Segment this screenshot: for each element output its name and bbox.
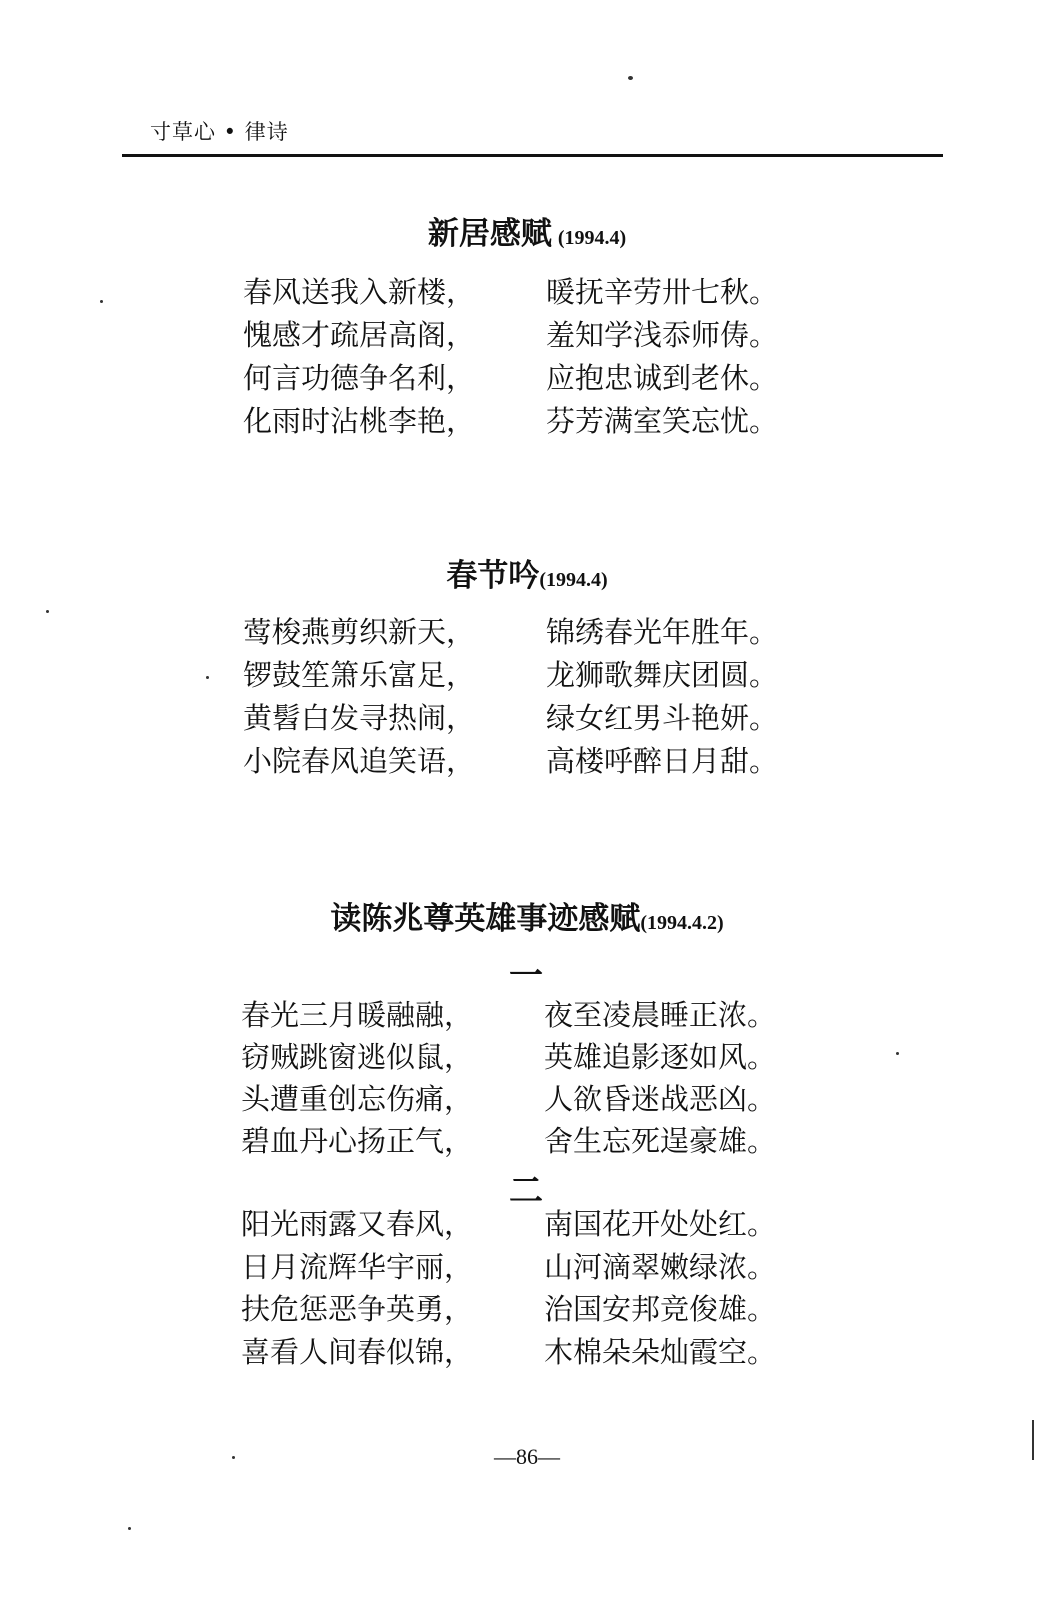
verse-right: 绿女红男斗艳妍。 — [546, 701, 779, 735]
verse-left: 锣鼓笙箫乐富足， — [243, 658, 476, 692]
verse-right: 夜至凌晨睡正浓。 — [544, 998, 777, 1032]
verse-left: 化雨时沾桃李艳， — [243, 404, 476, 438]
verse-left: 头遭重创忘伤痛， — [241, 1082, 474, 1116]
scan-speck — [232, 1456, 235, 1459]
verse-right: 木棉朵朵灿霞空。 — [544, 1335, 777, 1369]
scan-speck — [46, 610, 49, 613]
scan-speck — [206, 676, 209, 679]
verse-left: 碧血丹心扬正气， — [241, 1124, 474, 1158]
poem-title-text: 新居感赋 — [427, 216, 552, 252]
verse-right: 英雄追影逐如风。 — [544, 1040, 777, 1074]
part-marker-1: 一 — [509, 956, 543, 996]
poem-title-1 — [0, 208, 1054, 253]
verse-left: 扶危惩恶争英勇， — [241, 1292, 474, 1326]
verse-left: 窃贼跳窗逃似鼠， — [241, 1040, 474, 1074]
verse-right: 南国花开处处红。 — [544, 1207, 777, 1241]
verse-right: 高楼呼醉日月甜。 — [546, 744, 779, 778]
running-header: 寸草心 • 律诗 — [150, 120, 289, 144]
verse-right: 锦绣春光年胜年。 — [546, 615, 779, 649]
poem-date: (1994.4.2) — [640, 912, 724, 934]
verse-left: 愧感才疏居高阁， — [243, 318, 476, 352]
verse-right: 治国安邦竞俊雄。 — [544, 1292, 777, 1326]
scan-speck — [128, 1527, 131, 1530]
verse-left: 何言功德争名利， — [243, 361, 476, 395]
header-rule — [122, 154, 943, 157]
poem-date: (1994.4) — [557, 227, 627, 249]
part-marker-2: 二 — [509, 1171, 543, 1211]
scan-speck — [896, 1052, 899, 1055]
verse-left: 春光三月暖融融， — [241, 998, 474, 1032]
verse-right: 暖抚辛劳卅七秋。 — [546, 275, 779, 309]
page-number: —86— — [494, 1444, 560, 1469]
verse-left: 春风送我入新楼， — [243, 275, 476, 309]
poem-title-text: 读陈兆尊英雄事迹感赋 — [330, 901, 641, 937]
verse-right: 龙狮歌舞庆团圆。 — [546, 658, 779, 692]
poem-date: (1994.4) — [539, 569, 608, 591]
verse-left: 小院春风追笑语， — [243, 744, 476, 778]
scan-edge-mark — [1032, 1420, 1034, 1460]
verse-right: 芬芳满室笑忘忧。 — [546, 404, 779, 438]
verse-right: 人欲昏迷战恶凶。 — [544, 1082, 777, 1116]
scan-speck — [100, 300, 103, 303]
verse-left: 黄髫白发寻热闹， — [243, 701, 476, 735]
verse-right: 应抱忠诚到老休。 — [546, 361, 779, 395]
verse-right: 舍生忘死逞豪雄。 — [544, 1124, 777, 1158]
scan-speck — [628, 76, 633, 80]
verse-left: 阳光雨露又春风， — [241, 1207, 474, 1241]
verse-left: 日月流辉华宇丽， — [241, 1250, 474, 1284]
verse-left: 莺梭燕剪织新天， — [243, 615, 476, 649]
verse-right: 羞知学浅忝师俦。 — [546, 318, 779, 352]
verse-left: 喜看人间春似锦， — [241, 1335, 474, 1369]
poem-title-text: 春节吟 — [446, 558, 540, 594]
verse-right: 山河滴翠嫩绿浓。 — [544, 1250, 777, 1284]
poem-title-2 — [0, 550, 1054, 595]
poem-title-3 — [0, 893, 1054, 938]
